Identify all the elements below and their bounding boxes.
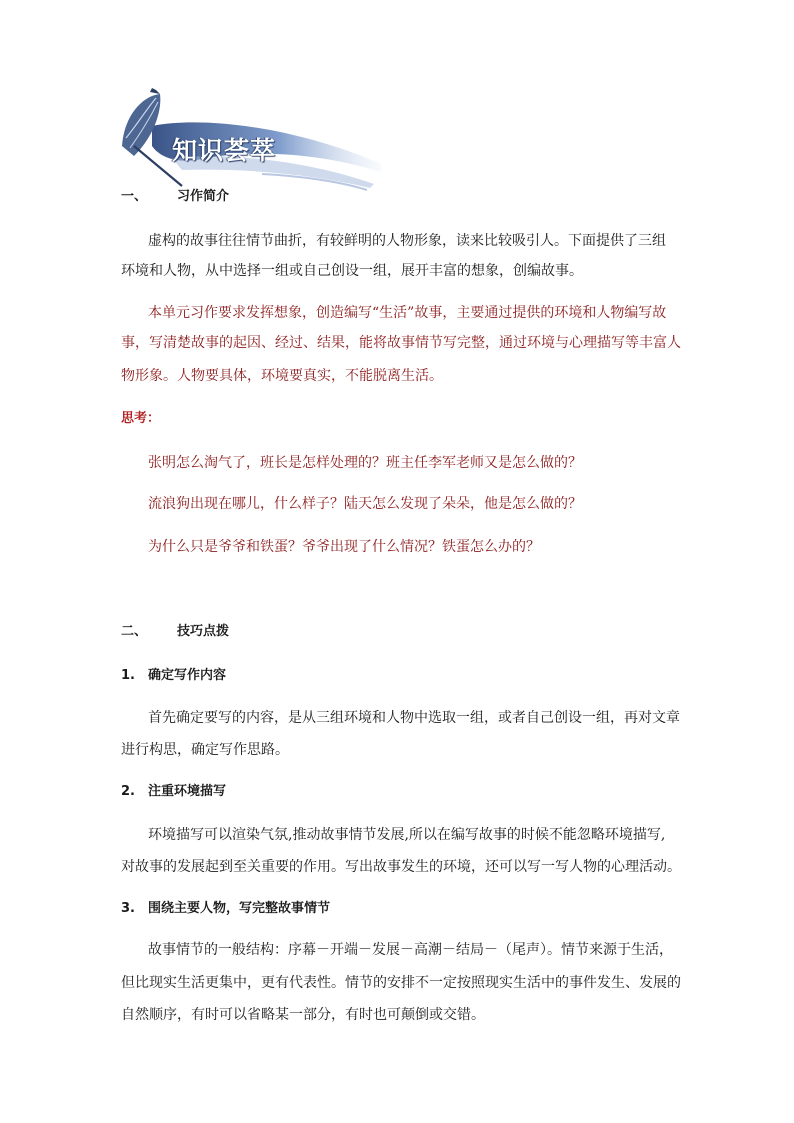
paragraph-line: 虚构的故事往往情节曲折，有较鲜明的人物形象，读来比较吸引人。下面提供了三组 bbox=[148, 233, 666, 249]
paragraph-line: 进行构思，确定写作思路。 bbox=[121, 742, 289, 758]
banner-title: 知识荟萃 bbox=[172, 136, 277, 165]
section-number: 一、 bbox=[121, 189, 148, 204]
paragraph-line: 物形象。人物要具体，环境要真实，不能脱离生活。 bbox=[121, 368, 443, 384]
item-title: 注重环境描写 bbox=[148, 784, 227, 799]
paragraph-line: 环境和人物，从中选择一组或自己创设一组，展开丰富的想象，创编故事。 bbox=[121, 263, 583, 279]
paragraph-line: 首先确定要写的内容，是从三组环境和人物中选取一组，或者自己创设一组，再对文章 bbox=[148, 710, 680, 726]
item-number: 2. bbox=[121, 784, 135, 799]
question-item: 为什么只是爷爷和铁蛋？爷爷出现了什么情况？铁蛋怎么办的？ bbox=[148, 539, 540, 555]
section-title: 习作简介 bbox=[177, 189, 230, 204]
item-title: 确定写作内容 bbox=[148, 668, 227, 683]
paragraph-line: 故事情节的一般结构：序幕－开端－发展－高潮－结局－（尾声）。情节来源于生活， bbox=[148, 942, 673, 958]
subheading-2 bbox=[121, 782, 226, 802]
subheading-3 bbox=[121, 899, 330, 919]
section-heading-1 bbox=[121, 187, 229, 207]
paragraph-line: 事，写清楚故事的起因、经过、结果，能将故事情节写完整，通过环境与心理描写等丰富人 bbox=[121, 335, 681, 351]
subheading-1 bbox=[121, 666, 226, 686]
paragraph-line: 但比现实生活更集中，更有代表性。情节的安排不一定按照现实生活中的事件发生、发展的 bbox=[121, 975, 681, 991]
section-number: 二、 bbox=[121, 624, 148, 639]
section-heading-2 bbox=[121, 622, 229, 642]
think-label: 思考： bbox=[121, 411, 161, 426]
item-number: 1. bbox=[121, 668, 135, 683]
section-title: 技巧点拨 bbox=[177, 624, 230, 639]
question-item: 流浪狗出现在哪儿，什么样子？陆天怎么发现了朵朵，他是怎么做的？ bbox=[148, 496, 582, 512]
paragraph-line: 环境描写可以渲染气氛,推动故事情节发展,所以在编写故事的时候不能忽略环境描写, bbox=[148, 827, 666, 843]
paragraph-line: 本单元习作要求发挥想象，创造编写“生活”故事，主要通过提供的环境和人物编写故 bbox=[148, 305, 667, 321]
paragraph-line: 自然顺序，有时可以省略某一部分，有时也可颠倒或交错。 bbox=[121, 1007, 485, 1023]
paragraph-line: 对故事的发展起到至关重要的作用。写出故事发生的环境，还可以写一写人物的心理活动。 bbox=[121, 859, 681, 875]
item-title: 围绕主要人物，写完整故事情节 bbox=[148, 901, 331, 916]
item-number: 3. bbox=[121, 901, 135, 916]
question-item: 张明怎么淘气了，班长是怎样处理的？班主任李军老师又是怎么做的？ bbox=[148, 455, 582, 471]
